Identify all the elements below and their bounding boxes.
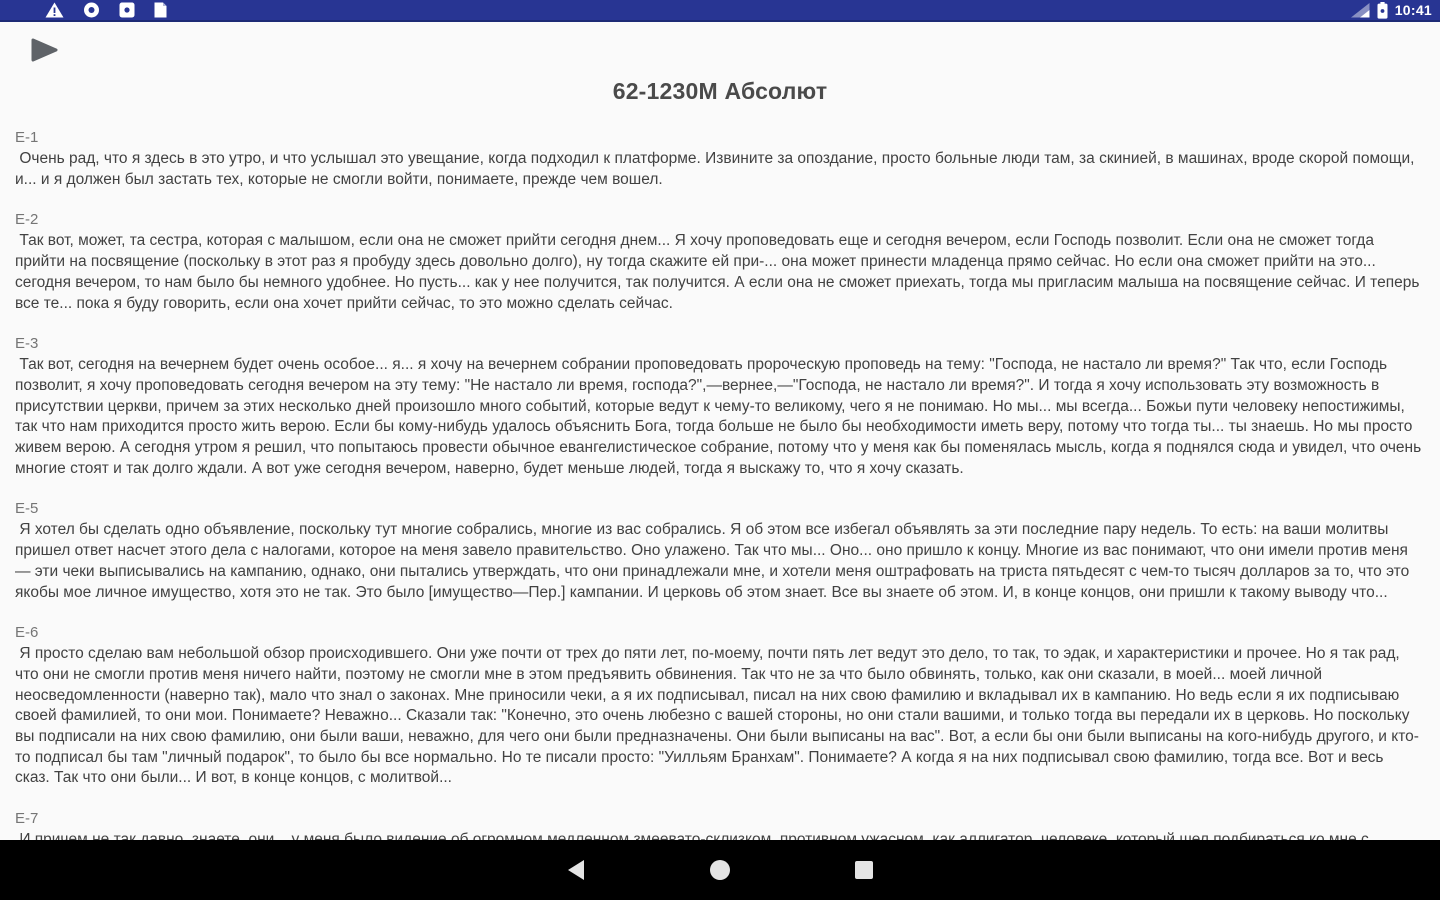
status-bar-system [1350, 2, 1440, 19]
paragraph-number: E-2 [15, 211, 39, 229]
back-button[interactable] [565, 859, 587, 881]
paragraph-text: Я просто сделаю вам небольшой обзор происходившего. Они уже почти от трех до пяти лет, по-моему, почти пять лет ведут это дело, то так, то эдак, и характеристики и прочее. Но я так рад, что они не смогли против меня ничего найти, поэтому не смогли мне в этом предъявить обвинения. Так что не за что было обвинять, только, как они сказали, в моей... моей личной неосведомленности (наверно так), мало что знал о законах. Мне приносили чеки, а я их подписывал, писал на них свою фамилию и вкладывал их в кампанию. Но ведь если я их подписываю своей фамилией, то они мои. Понимаете? Неважно... Сказали так: "Конечно, это очень любезно с вашей стороны, но они стали вашими, и только тогда вы передали их в церковь. Но поскольку вы подписали на них свою фамилию, они были ваши, неважно, для чего они были предназначены. Они были выписаны на вас". Вот, а если бы они были выписаны на кого-нибудь другого, и кто-то подписал бы там "личный подарок", то было бы все нормально. Но те писали просто: "Уилльям Бранхам". Понимаете? А когда я на них подписывал свою фамилию, тогда все. Вот и весь сказ. Так что они были... И вот, в конце концов, с молитвой... [15, 645, 1419, 787]
warning-icon [45, 2, 64, 18]
paragraph [0, 334, 1440, 479]
back-icon [567, 859, 585, 881]
paragraph-number: E-6 [15, 624, 39, 642]
paragraph-text: Я хотел бы сделать одно объявление, поскольку тут многие собрались, многие из вас собрались. Я об этом все избегал объявлять за эти последние пару недель. То есть: на ваши молитвы пришел ответ насчет этого дела с налогами, которое на меня завело правительство. Оно улажено. Так что мы... Оно... оно пришло к концу. Многие из вас понимают, что они имели против меня — эти чеки выписывались на кампанию, однако, они пытались утверждать, что они принадлежали мне, и хотели меня оштрафовать на триста пятьдесят с чем-то тысяч долларов за то, что это якобы мое личное имущество, хотя это не так. Это было [имущество—Пер.] кампании. И церковь об этом знает. Все вы знаете об этом. И, в конце концов, они пришли к такому выводу что... [15, 521, 1414, 601]
clock: 10:41 [1394, 2, 1432, 18]
paragraph-number: E-5 [15, 500, 39, 518]
document-notification-icon [154, 2, 167, 18]
sermon-title: 62-1230M Абсолют [612, 78, 828, 104]
battery-icon [1377, 2, 1388, 19]
circle-notification-icon [83, 2, 100, 18]
paragraph [0, 623, 1440, 789]
home-button[interactable] [709, 859, 731, 881]
paragraph-number: E-3 [15, 335, 39, 353]
paragraph-text: Так вот, может, та сестра, которая с малышом, если она не сможет прийти сегодня днем... Я хочу проповедовать еще и сегодня вечером, если Господь позволит. Если она не сможет тогда прийти на посвящение (поскольку в этот раз я пробуду здесь довольно долго), ну тогда скажите ей при-... она может принести младенца прямо сейчас. Но если она сможет прийти на это... сегодня вечером, то нам было бы немного удобнее. Но пусть... как у нее получится, так получится. А если она не сможет приехать, тогда мы пригласим малыша на посвящение сейчас. И теперь все те... пока я буду говорить, если она хочет прийти сейчас, то это можно сделать сейчас. [15, 232, 1424, 312]
signal-icon [1350, 3, 1370, 18]
paragraph-text: Очень рад, что я здесь в это утро, и что услышал это увещание, когда подходил к платформе. Извините за опоздание, просто больные люди там, за скинией, в машинах, вроде скорой помощи, и... и я должен был застать тех, которые не смогли войти, понимаете, прежде чем вошел. [15, 150, 1419, 188]
status-bar [0, 0, 1440, 22]
paragraph-number: E-1 [15, 129, 39, 146]
paragraph-text: Так вот, сегодня на вечернем будет очень особое... я... я хочу на вечернем собрании проповедовать пророческую проповедь на тему: "Господа, не настало ли время?" Так что, если Господь позволит, я хочу проповедовать сегодня вечером на эту тему: "Не настало ли время, господа?",—вернее,—"Господа, не настало ли время?". И тогда я хочу использовать эту возможность в присутствии церкви, причем за этих несколько дней произошло много событий, которые ведут к чему-то великому, чего я не понимаю. Но мы... мы всегда... Божьи пути человеку непостижимы, так что нам приходится просто жить верою. Если бы кому-нибудь удалось объяснить Бога, тогда больше не было бы необходимости иметь веру, потому что тогда ты... ты знаешь. Но мы просто живем верою. А сегодня утром я решил, что попытаюсь провести обычное евангелистическое собрание, потому что у меня как бы поменялась мысль, когда я поднялся сюда и увидел, что очень многие стоят и так долго ждали. А вот уже сегодня вечером, наверно, будет меньше людей, тогда я выскажу то, что я хочу сказать. [15, 356, 1426, 477]
sermon-text-view[interactable] [0, 24, 1440, 900]
paragraph [0, 128, 1440, 190]
play-button[interactable] [30, 38, 58, 62]
paragraph [0, 210, 1440, 314]
play-icon [30, 38, 58, 62]
android-nav-bar [0, 840, 1440, 900]
status-bar-notifications [0, 2, 167, 18]
home-icon [709, 859, 731, 881]
recents-icon [854, 860, 874, 880]
paragraph-number: E-7 [15, 810, 39, 828]
recents-button[interactable] [853, 859, 875, 881]
paragraph [0, 499, 1440, 603]
screenshot-notification-icon [119, 2, 135, 18]
